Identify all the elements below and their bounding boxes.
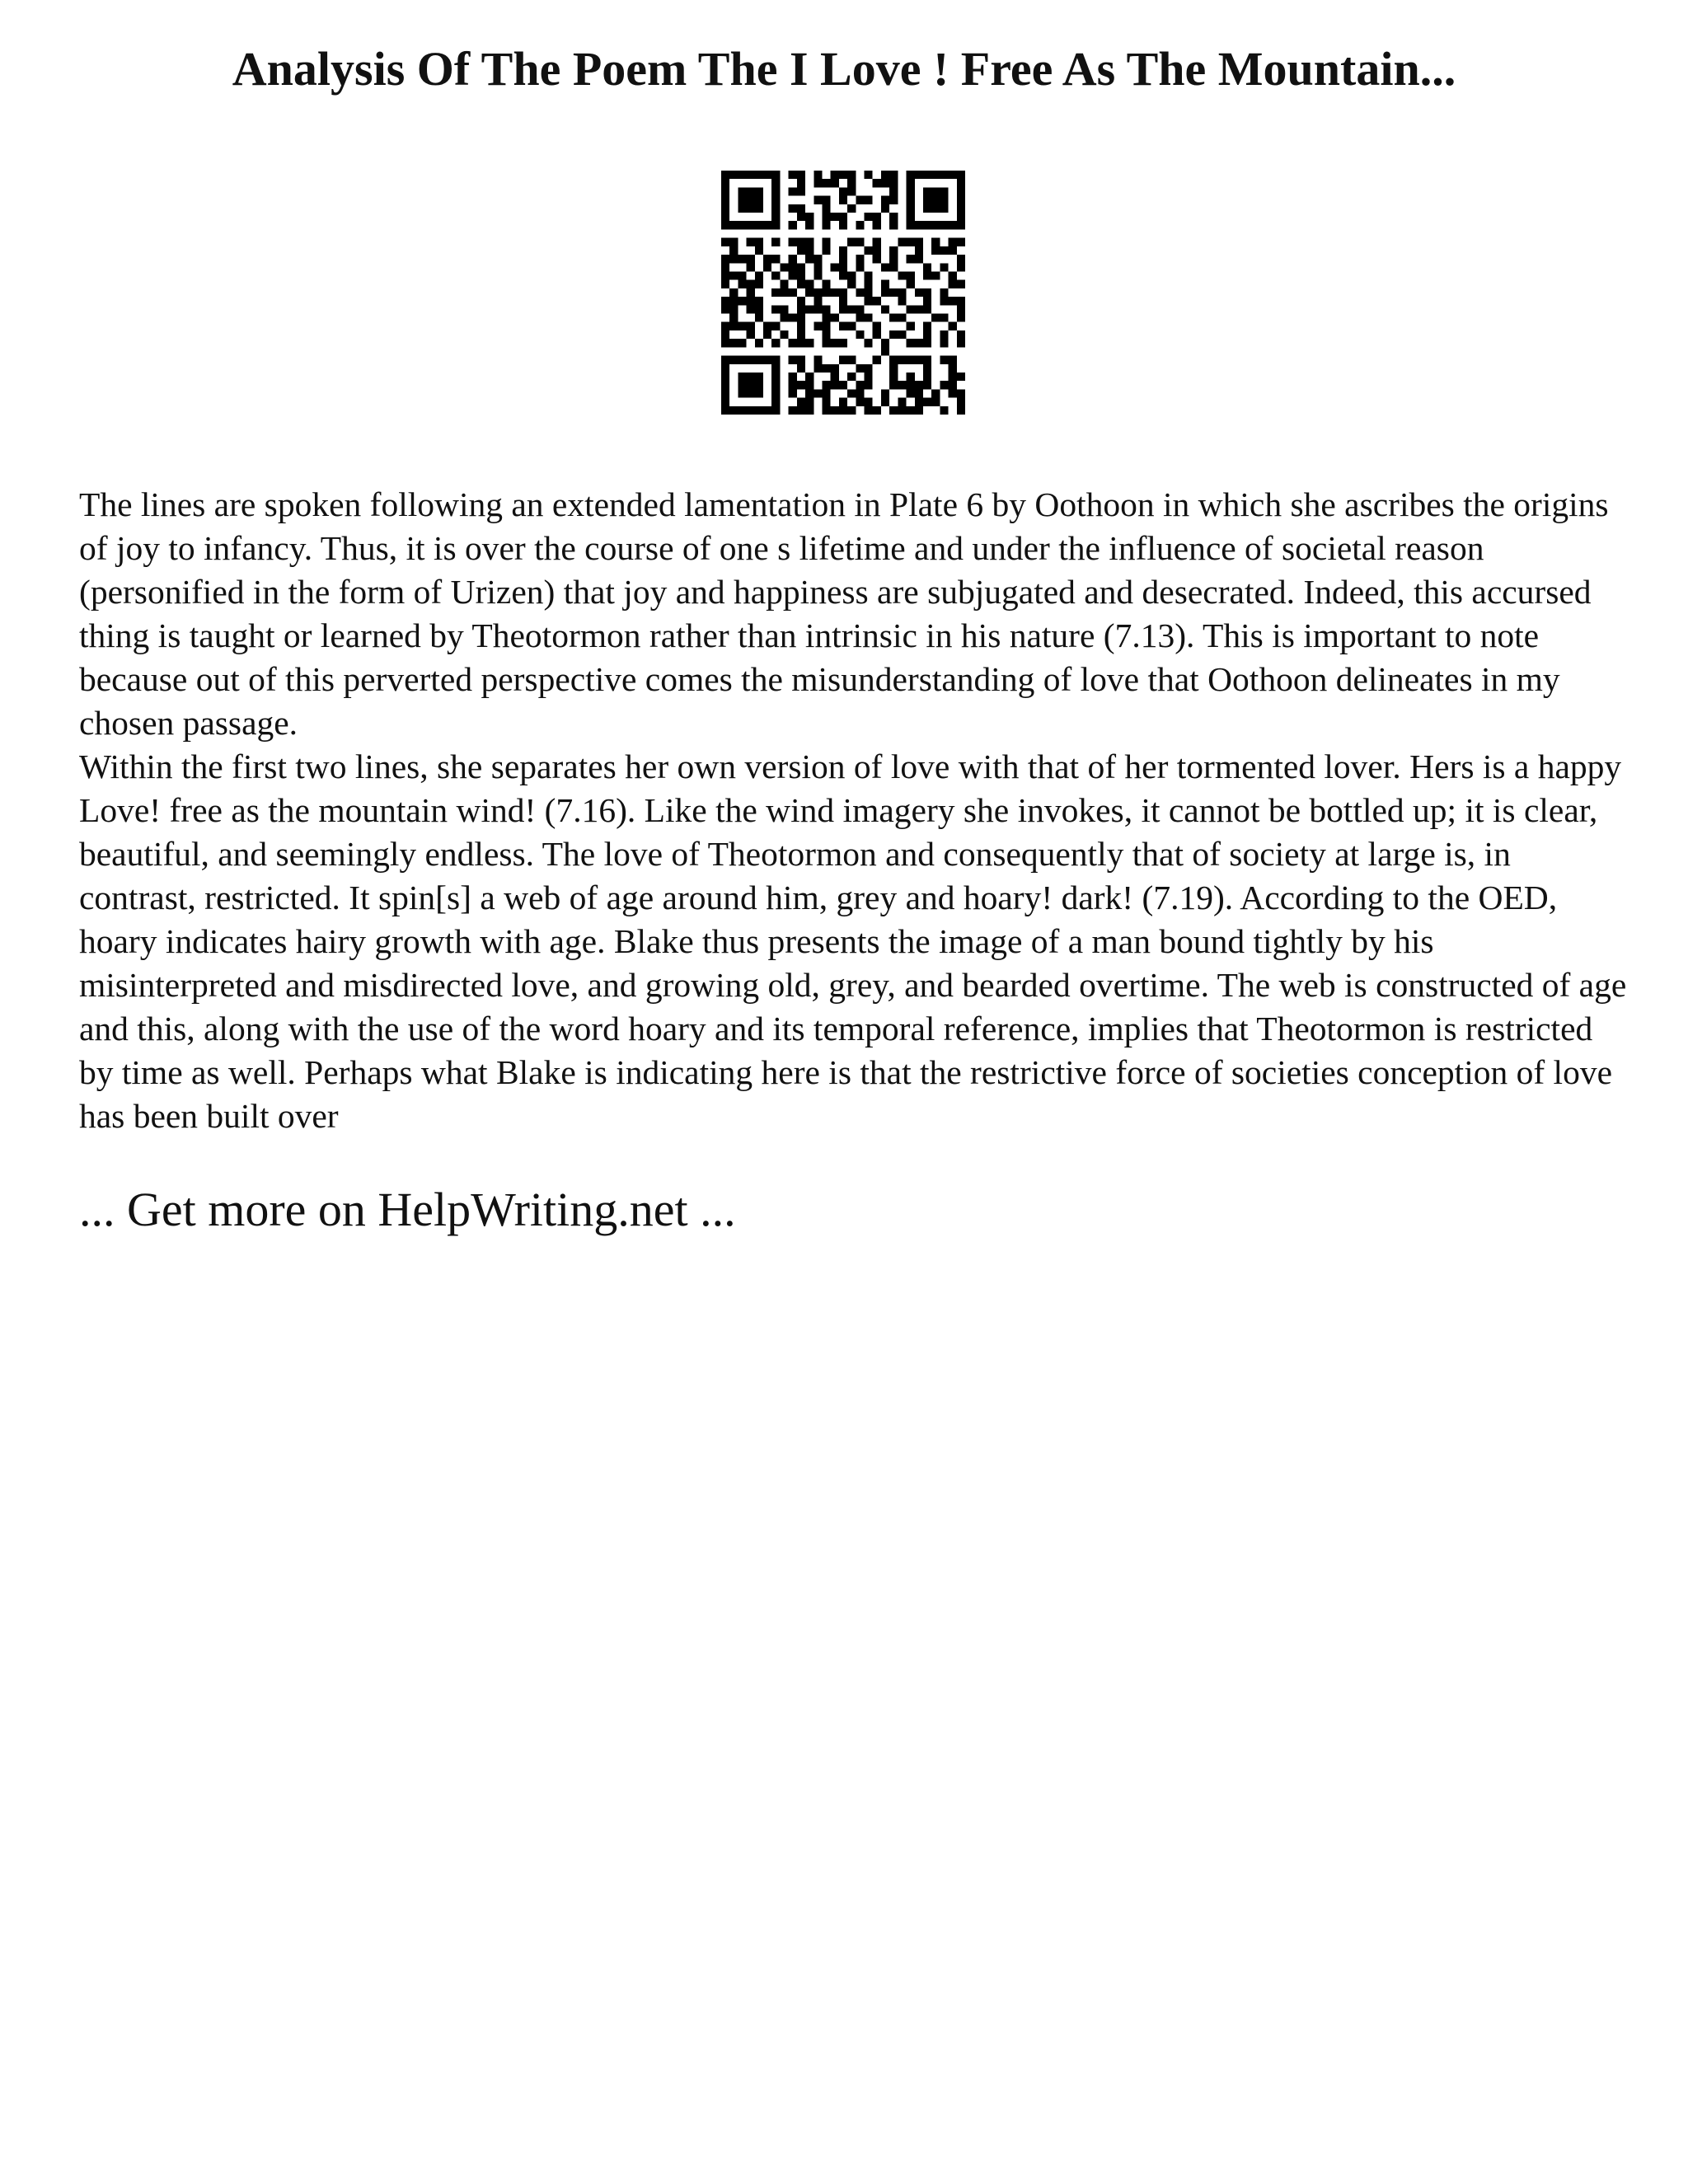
- paragraph-2: Within the first two lines, she separates her own version of love with that of her tormented lover. Hers is a happy Love! free as the mountain wind! (7.16). Like the wind imagery she invokes, it cannot be bottled up; it is clear, beautiful, and seemingly endless. The love of Theotormon and consequently that of society at large is, in contrast, restricted. It spin[s] a web of age around him, grey and hoary! dark! (7.19). According to the OED, hoary indicates hairy growth with age. Blake thus presents the image of a man bound tightly by his misinterpreted and misdirected love, and growing old, grey, and bearded overtime. The web is constructed of age and this, along with the use of the word hoary and its temporal reference, implies that Theotormon is restricted by time as well. Perhaps what Blake is indicating here is that the restrictive force of societies conception of love has been built over: [79, 748, 1627, 1135]
- get-more-link[interactable]: ... Get more on HelpWriting.net ...: [79, 1183, 736, 1236]
- qr-code-icon: [721, 171, 965, 415]
- article-body: [79, 483, 1629, 1138]
- paragraph-1: The lines are spoken following an extended lamentation in Plate 6 by Oothoon in which she ascribes the origins of joy to infancy. Thus, it is over the course of one s lifetime and under the influence of societal reason (personified in the form of Urizen) that joy and happiness are subjugated and desecrated. Indeed, this accursed thing is taught or learned by Theotormon rather than intrinsic in his nature (7.13). This is important to note because out of this perverted perspective comes the misunderstanding of love that Oothoon delineates in my chosen passage.: [79, 485, 1609, 742]
- page-title: Analysis Of The Poem The I Love ! Free As The Mountain...: [232, 42, 1456, 96]
